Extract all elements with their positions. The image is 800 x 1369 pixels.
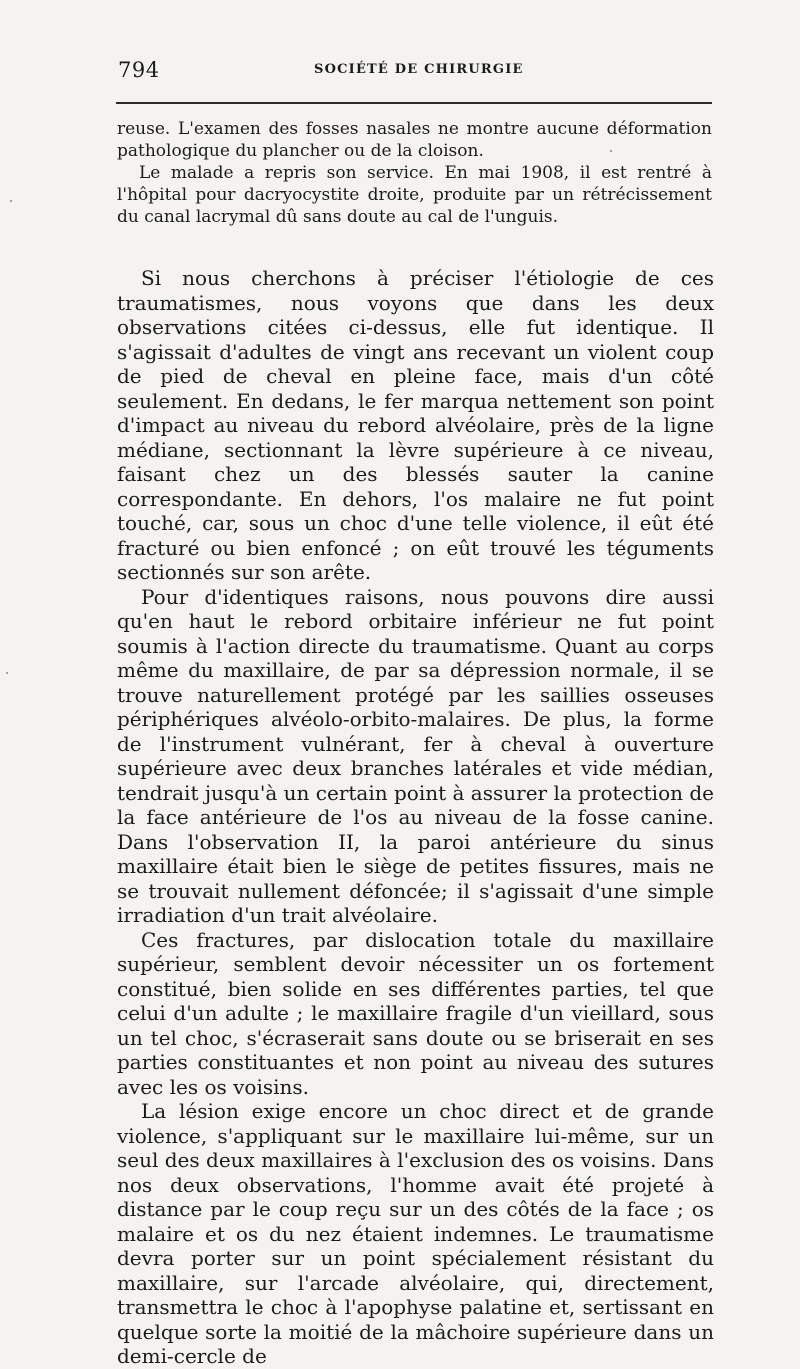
paper-speck [10,200,12,202]
body-paragraph-1: Si nous cherchons à préciser l'étiologie de ces traumatismes, nous voyons que dans les deux observations citées ci-dessus, elle fut identique. Il s'agissait d'adultes de vingt ans recevant un violent coup de pied de cheval en pleine face, mais d'un côté seulement. En dedans, le fer marqua nettement son point d'impact au niveau du rebord alvéolaire, près de la ligne médiane, sectionnant la lèvre supérieure à ce niveau, faisant chez un des blessés sauter la canine correspondante. En dehors, l'os malaire ne fut point touché, car, sous un choc d'une telle violence, il eût été fracturé ou bien enfoncé ; on eût trouvé les téguments sectionnés sur son arête. [117,266,714,584]
paper-speck [6,672,8,674]
paper-speck [610,150,612,152]
body-paragraph-3: Ces fractures, par dislocation totale du maxillaire supérieur, semblent devoir nécessiter un os fortement constitué, bien solide en ses différentes parties, tel que celui d'un adulte ; le maxillaire fragile d'un vieillard, sous un tel choc, s'écraserait sans doute ou se briserait en ses parties constituantes et non point au niveau des sutures avec les os voisins. [117,927,714,1099]
observation-end-text [117,118,712,228]
intro-paragraph-1: reuse. L'examen des fosses nasales ne montre aucune déformation pathologique du plancher ou de la cloison. [117,119,712,161]
body-paragraph-2: Pour d'identiques raisons, nous pouvons dire aussi qu'en haut le rebord orbitaire inférieur ne fut point soumis à l'action directe du traumatisme. Quant au corps même du maxillaire, de par sa dépression normale, il se trouve naturellement protégé par les saillies osseuses périphériques alvéolo-orbito-malaires. De plus, la forme de l'instrument vulnérant, fer à cheval à ouverture supérieure avec deux branches latérales et vide médian, tendrait jusqu'à un certain point à assurer la protection de la face antérieure de l'os au niveau de la fosse canine. Dans l'observation II, la paroi antérieure du sinus maxillaire était bien le siège de petites fissures, mais ne se trouvait nullement défoncée; il s'agissait d'une simple irradiation d'un trait alvéolaire. [117,584,714,927]
main-text [117,266,714,1369]
intro-paragraph-2: Le malade a repris son service. En mai 1908, il est rentré à l'hôpital pour dacryocystite droite, produite par un rétrécissement du canal lacrymal dû sans doute au cal de l'unguis. [117,163,712,227]
body-paragraph-4: La lésion exige encore un choc direct et de grande violence, s'appliquant sur le maxillaire lui-même, sur un seul des deux maxillaires à l'exclusion des os voisins. Dans nos deux observations, l'homme avait été projeté à distance par le coup reçu sur un des côtés de la face ; os malaire et os du nez étaient indemnes. Le traumatisme devra porter sur un point spécialement résistant du maxillaire, sur l'arcade alvéolaire, qui, directement, transmettra le choc à l'apophyse palatine et, sertissant en quelque sorte la moitié de la mâchoire supérieure dans un demi-cercle de [117,1099,714,1368]
running-title: SOCIÉTÉ DE CHIRURGIE [314,62,524,77]
page-header [118,58,712,88]
page-number: 794 [118,58,160,82]
header-rule [116,102,712,104]
